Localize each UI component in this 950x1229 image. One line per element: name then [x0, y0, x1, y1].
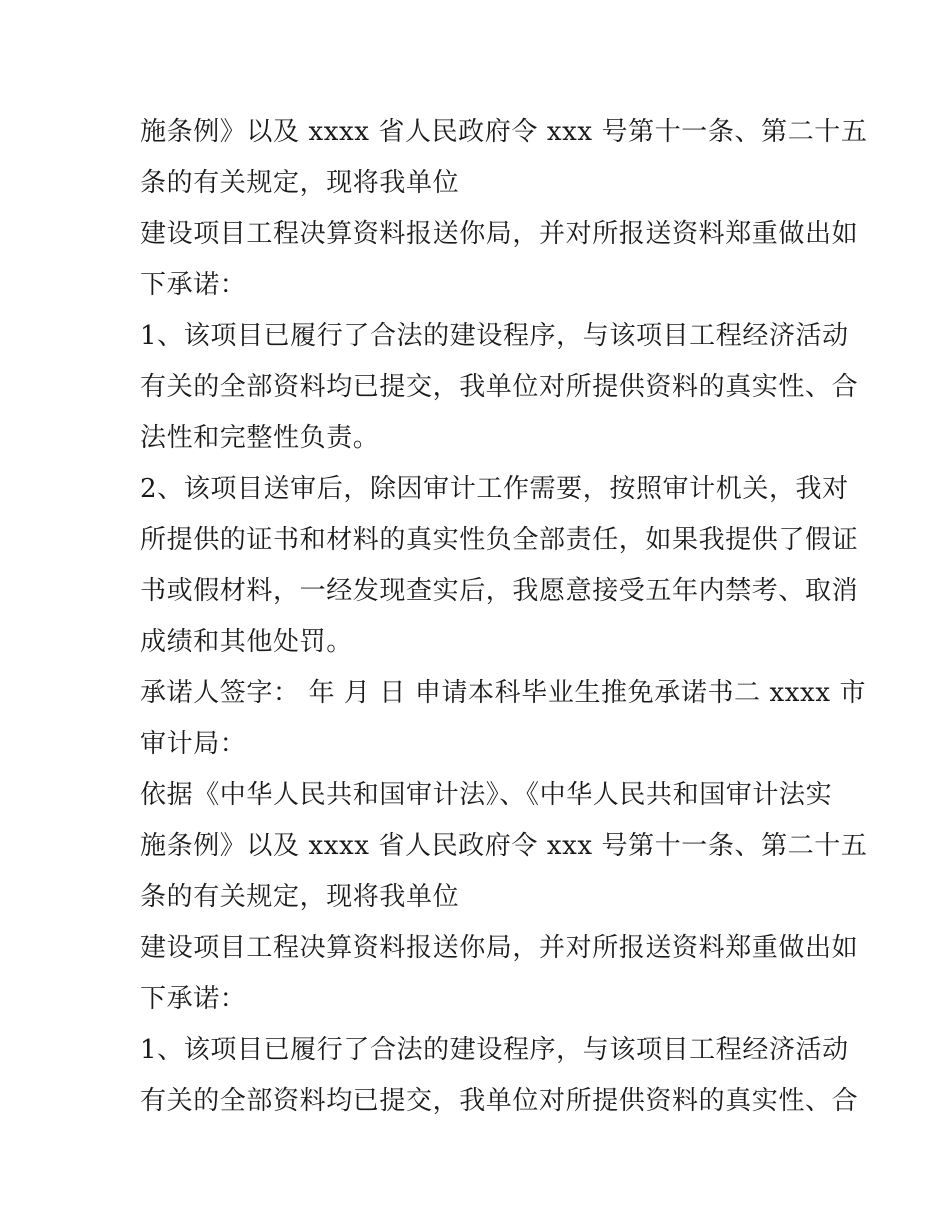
text-line: 1、该项目已履行了合法的建设程序，与该项目工程经济活动 [140, 1035, 849, 1065]
text-line: 所提供的证书和材料的真实性负全部责任，如果我提供了假证 [140, 525, 859, 555]
text-line: 施条例》以及 xxxx 省人民政府令 xxx 号第十一条、第二十五 [140, 117, 868, 147]
text-line: 有关的全部资料均已提交，我单位对所提供资料的真实性、合 [140, 1086, 859, 1116]
text-line: 下承诺： [140, 270, 247, 300]
document-body [140, 107, 868, 1127]
text-line: 条的有关规定，现将我单位 [140, 882, 460, 912]
text-line: 依据《中华人民共和国审计法》、《中华人民共和国审计法实 [140, 780, 833, 810]
text-line: 建设项目工程决算资料报送你局，并对所报送资料郑重做出如 [140, 933, 859, 963]
text-line: 1、该项目已履行了合法的建设程序，与该项目工程经济活动 [140, 321, 849, 351]
text-line: 审计局： [140, 729, 247, 759]
text-line: 成绩和其他处罚。 [140, 627, 353, 657]
text-line: 2、该项目送审后，除因审计工作需要，按照审计机关，我对 [140, 474, 849, 504]
text-line: 法性和完整性负责。 [140, 423, 380, 453]
text-line: 建设项目工程决算资料报送你局，并对所报送资料郑重做出如 [140, 219, 859, 249]
text-line: 有关的全部资料均已提交，我单位对所提供资料的真实性、合 [140, 372, 859, 402]
text-line: 施条例》以及 xxxx 省人民政府令 xxx 号第十一条、第二十五 [140, 831, 868, 861]
text-line: 承诺人签字： 年 月 日 申请本科毕业生推免承诺书二 xxxx 市 [140, 678, 867, 708]
text-line: 下承诺： [140, 984, 247, 1014]
text-line: 书或假材料，一经发现查实后，我愿意接受五年内禁考、取消 [140, 576, 859, 606]
text-line: 条的有关规定，现将我单位 [140, 168, 460, 198]
